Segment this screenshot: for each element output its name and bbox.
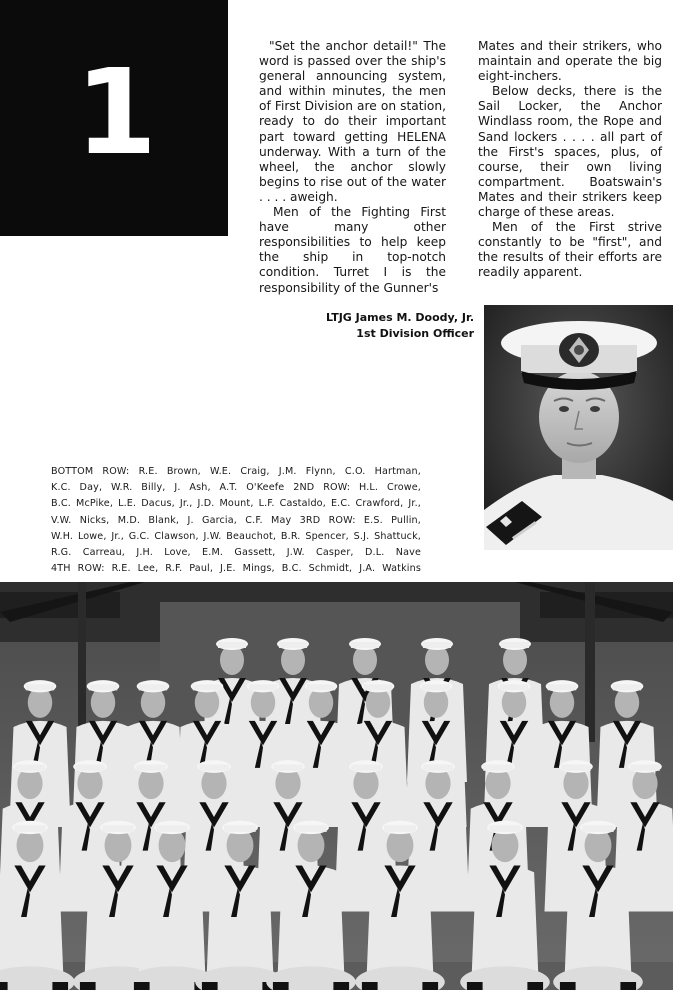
- intro-paragraph: Men of the First strive constantly to be "first", and the results of their efforts are readily apparent.: [478, 220, 662, 280]
- intro-paragraph: Men of the Fighting First have many other responsibilities to help keep the ship in top-notch condition. Turret I is the responsibility of the Gunner's: [259, 205, 446, 295]
- intro-paragraph: "Set the anchor detail!" The word is passed over the ship's general announcing system, and within minutes, the men of First Division are on station, ready to do their important part toward getting HELENA underway. With a turn of the wheel, the anchor slowly begins to rise out of the water . . . . aweigh.: [259, 39, 446, 204]
- intro-paragraph: Mates and their strikers, who maintain and operate the big eight-inchers.: [478, 39, 662, 84]
- officer-portrait: [484, 305, 673, 550]
- roster-line: V.W. Nicks, M.D. Blank, J. Garcia, C.F. May 3RD ROW: E.S. Pullin,: [51, 514, 421, 526]
- roster-line: W.H. Lowe, Jr., G.C. Clawson, J.W. Beauchot, B.R. Spencer, S.J. Shattuck,: [51, 530, 421, 542]
- officer-name: LTJG James M. Doody, Jr.: [326, 311, 474, 324]
- roster-caption: [51, 464, 421, 577]
- officer-caption: [282, 310, 474, 342]
- chapter-number: 1: [74, 43, 156, 181]
- officer-portrait-drawing: [484, 305, 673, 550]
- roster-line: BOTTOM ROW: R.E. Brown, W.E. Craig, J.M. Flynn, C.O. Hartman,: [51, 466, 421, 477]
- roster-line: B.C. McPike, L.E. Dacus, Jr., J.D. Mount, L.F. Castaldo, E.C. Crawford, Jr.,: [51, 498, 421, 510]
- group-photo: [0, 582, 673, 990]
- group-photo-drawing: [0, 582, 673, 990]
- intro-column-1: [259, 39, 446, 296]
- roster-line: R.G. Carreau, J.H. Love, E.M. Gassett, J.W. Casper, D.L. Nave: [51, 547, 421, 559]
- chapter-number-block: [0, 0, 228, 236]
- roster-line: K.C. Day, W.R. Billy, J. Ash, A.T. O'Keefe 2ND ROW: H.L. Crowe,: [51, 482, 421, 494]
- intro-paragraph: Below decks, there is the Sail Locker, the Anchor Windlass room, the Rope and Sand lockers . . . . all part of the First's spaces, plus, of course, their own living compartment. Boatswain's Mates and their strikers keep charge of these areas.: [478, 84, 662, 220]
- roster-line: 4TH ROW: R.E. Lee, R.F. Paul, J.E. Mings, B.C. Schmidt, J.A. Watkins: [51, 563, 421, 575]
- intro-column-2: [478, 39, 662, 281]
- officer-title: 1st Division Officer: [356, 327, 474, 340]
